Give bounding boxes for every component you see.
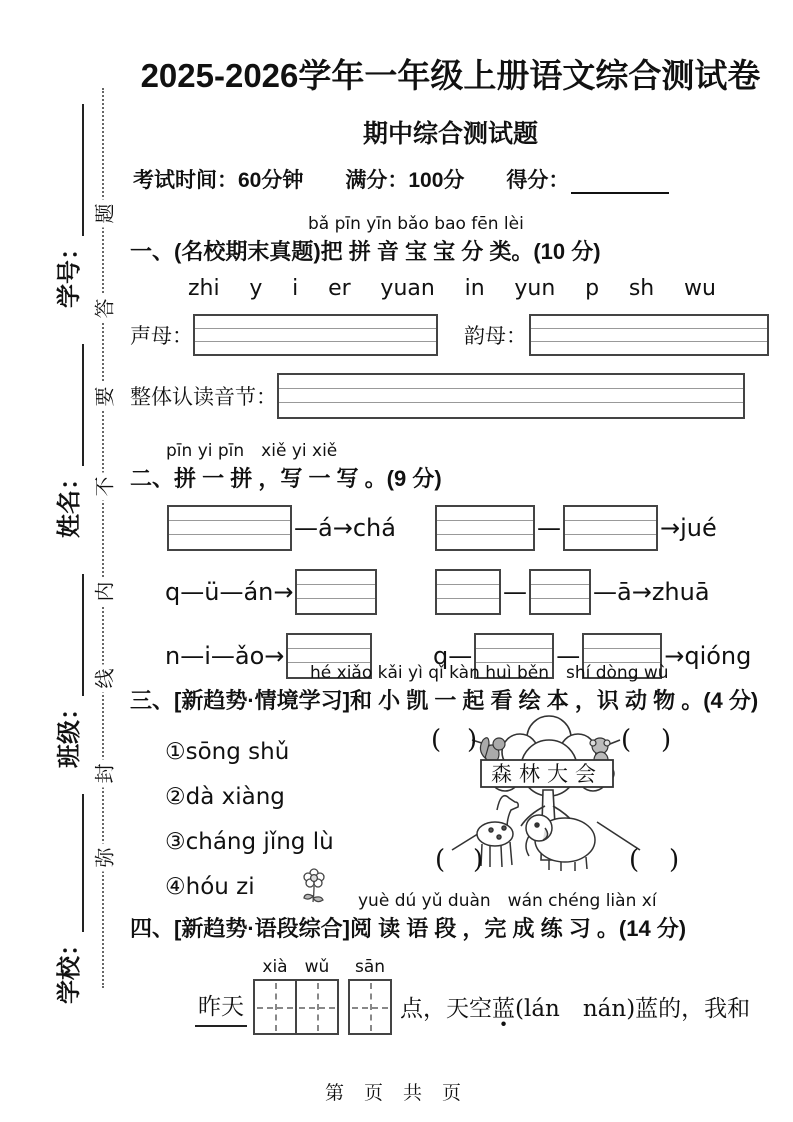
bracket-close-top-right[interactable]: ) (661, 725, 672, 755)
passage-text-post: (lán nán)蓝的，我和 (515, 996, 751, 1022)
spell-group-left (165, 505, 433, 551)
passage-text (400, 990, 750, 1023)
q4-passage-line (195, 957, 790, 1035)
passage-dotted-char: 蓝 (492, 996, 515, 1022)
forest-meeting-illustration (425, 710, 715, 888)
score-blank-line[interactable] (571, 166, 669, 194)
bracket-close-top-left[interactable]: ) (467, 725, 478, 755)
tianzige-box[interactable] (348, 979, 392, 1035)
seal-field-blank-line[interactable] (52, 104, 84, 236)
bracket-open-top-right[interactable]: ( (621, 725, 632, 755)
answer-box[interactable] (563, 505, 658, 551)
zhengti-label: 整体认读音节： (130, 385, 277, 409)
q1-pinyin-annotation: bǎ pīn yīn bǎo bao fēn lèi (308, 214, 524, 234)
seal-field-label: 班级： (54, 696, 83, 768)
pinyin-text: q— (433, 642, 473, 670)
pinyin-syllable: yun (514, 276, 556, 301)
seal-line-char: 要 (86, 383, 121, 411)
page-title: 2025-2026学年一年级上册语文综合测试卷 (140, 57, 761, 94)
banner-text: 森林大会 (491, 762, 603, 786)
tianzige-box[interactable] (295, 979, 339, 1035)
bracket-close-bottom-right[interactable]: ) (669, 845, 680, 875)
q1-answer-row-2 (130, 373, 790, 419)
q1-answer-row-1 (130, 314, 790, 356)
score-label: 得分： (506, 169, 570, 192)
writing-cell-pinyin: xià (262, 957, 288, 977)
bracket-open-bottom-left[interactable]: ( (435, 845, 446, 875)
seal-field (49, 574, 84, 768)
q2-pinyin-annotation: pīn yi pīn xiě yi xiě (166, 441, 338, 461)
seal-field-blank-line[interactable] (52, 574, 84, 696)
q1-syllable-options (188, 276, 716, 301)
q4-title: 四、[新趋势·语段综合]阅 读 语 段 ，完 成 练 习 。(14 分) (130, 916, 687, 941)
pinyin-spell-row (165, 566, 790, 618)
pinyin-syllable: yuan (380, 276, 435, 301)
q3-animal-item (165, 819, 395, 864)
q3-item-list (165, 729, 395, 909)
writing-cell (253, 957, 297, 1035)
pinyin-text: —á→chá (294, 514, 396, 542)
seal-field (49, 794, 84, 1004)
pinyin-syllable: sh (628, 276, 655, 301)
banner (481, 760, 613, 787)
answer-box[interactable] (435, 569, 501, 615)
q3-animal-item (165, 774, 395, 819)
question-1 (130, 214, 790, 419)
pinyin-syllable: er (328, 276, 351, 301)
full-score-label: 满分：100分 (345, 169, 465, 192)
pinyin-syllable: zhi (188, 276, 220, 301)
q4-pinyin-annotation: yuè dú yǔ duàn wán chéng liàn xí (358, 891, 657, 911)
giraffe-icon (477, 796, 518, 867)
passage-text-pre: 点，天空 (400, 996, 492, 1022)
question-4 (130, 886, 790, 1035)
spell-group-right (433, 505, 717, 551)
question-3 (130, 658, 790, 900)
q3-animal-pinyin: ③cháng jǐng lù (165, 828, 334, 855)
answer-box[interactable] (529, 569, 591, 615)
q3-animal-pinyin: ②dà xiàng (165, 783, 285, 810)
q3-pinyin-annotation: hé xiǎo kǎi yì qǐ kàn huì běn shí dòng wù (310, 663, 669, 683)
seal-field-label: 学号： (54, 236, 83, 308)
seal-line-char: 内 (86, 578, 121, 606)
pinyin-text: — (537, 514, 561, 542)
writing-cell (295, 957, 339, 1035)
q1-title: 一、(名校期末真题)把 拼 音 宝 宝 分 类。(10 分) (130, 239, 601, 264)
seal-line-char: 封 (86, 760, 121, 788)
seal-line-char: 不 (86, 473, 121, 501)
elephant-icon (526, 815, 595, 871)
seal-student-fields (28, 90, 84, 1010)
exam-time-label: 考试时间：60分钟 (133, 169, 304, 192)
question-2 (130, 436, 790, 694)
page-footer: 第 页 共 页 (324, 1082, 469, 1104)
pinyin-text: q—ü—án→ (165, 578, 294, 606)
answer-box[interactable] (167, 505, 292, 551)
pinyin-text: →jué (660, 514, 717, 542)
q3-animal-pinyin: ①sōng shǔ (165, 738, 290, 765)
tianzige-box[interactable] (253, 979, 297, 1035)
pinyin-text: —ā→zhuā (593, 578, 710, 606)
pinyin-syllable: wu (683, 276, 716, 301)
seal-field (49, 104, 84, 308)
pinyin-syllable: i (292, 276, 299, 301)
seal-field-label: 学校： (54, 932, 83, 1004)
seal-line-char: 答 (86, 295, 121, 323)
answer-box[interactable] (295, 569, 377, 615)
seal-field-blank-line[interactable] (52, 794, 84, 932)
pinyin-syllable: p (585, 276, 600, 301)
bracket-open-top-left[interactable]: ( (431, 725, 442, 755)
pinyin-spell-row (165, 502, 790, 554)
writing-cell-pinyin: wǔ (304, 957, 330, 977)
character-writing-grid (253, 957, 392, 1035)
yunmu-answer-box[interactable] (529, 314, 769, 356)
seal-line-char: 线 (86, 665, 121, 693)
pinyin-syllable: y (249, 276, 263, 301)
page-subtitle: 期中综合测试题 (362, 120, 538, 148)
pinyin-text: n—i—ǎo→ (165, 642, 285, 670)
spell-group-left (165, 569, 433, 615)
shengmu-label: 声母： (130, 324, 193, 348)
yunmu-label: 韵母： (464, 324, 527, 348)
spell-group-right (433, 569, 710, 615)
shengmu-answer-box[interactable] (193, 314, 438, 356)
seal-line-char: 弥 (86, 844, 121, 872)
seal-field (49, 344, 84, 538)
exam-info-line (133, 164, 669, 194)
seal-line-char: 题 (86, 200, 121, 228)
pinyin-text: →qióng (664, 642, 752, 670)
q3-title: 三、[新趋势·情境学习]和 小 凯 一 起 看 绘 本 ，识 动 物 。(4 分) (130, 688, 759, 713)
q2-spelling-rows (130, 502, 790, 682)
seal-field-label: 姓名： (54, 466, 83, 538)
passage-lead-word: 昨天 (195, 988, 247, 1027)
pinyin-text: — (556, 642, 581, 670)
seal-field-blank-line[interactable] (52, 344, 84, 466)
q3-animal-pinyin: ④hóu zi (165, 873, 255, 900)
writing-cell (348, 957, 392, 1035)
pinyin-syllable: in (464, 276, 485, 301)
q3-animal-item (165, 729, 395, 774)
bracket-close-bottom-left[interactable]: ) (473, 845, 484, 875)
writing-cell-pinyin: sān (354, 957, 386, 977)
answer-box[interactable] (435, 505, 535, 551)
bracket-open-bottom-right[interactable]: ( (629, 845, 640, 875)
q2-title: 二、拼 一 拼 ，写 一 写 。(9 分) (130, 466, 442, 491)
zhengti-answer-box[interactable] (277, 373, 745, 419)
pinyin-text: — (503, 578, 527, 606)
